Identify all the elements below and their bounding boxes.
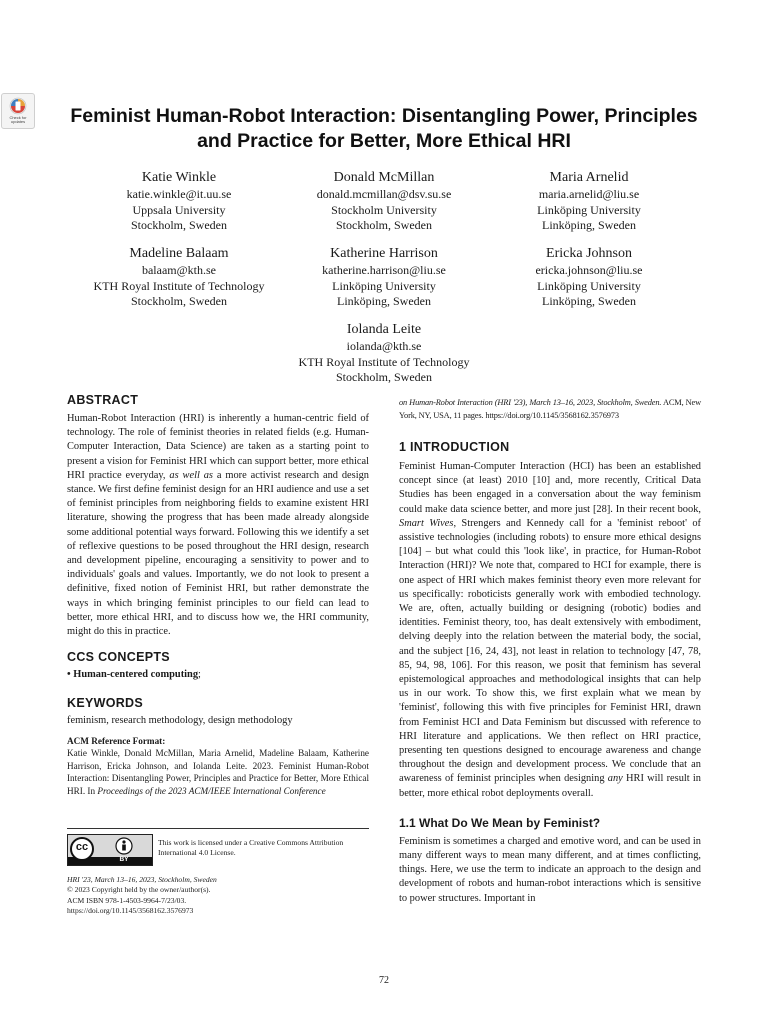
author-location: Linköping, Sweden [542, 294, 636, 308]
right-column [399, 396, 701, 906]
author-name: Katherine Harrison [330, 246, 438, 261]
section-1-1-heading: 1.1 What Do We Mean by Feminist? [399, 815, 601, 830]
cc-badge-text: cc [75, 841, 89, 853]
author-location: Stockholm, Sweden [336, 218, 432, 232]
ccs-heading: CCS CONCEPTS [67, 650, 170, 665]
abstract-text: Human-Robot Interaction (HRI) is inherently a human-centric field of technology. The role of feminist theories in related fields (e.g. Human-Computer Interaction, Data Science) are taken as a starting point to present a vision for Feminist HRI which can support better, more ethical HRI practice everyday, as well as a more activist research and design stance. We first define feminist design for an HRI audience and use a set of feminist principles from neighboring fields to examine existent HRI literature, showing the progress that has been made already alongside some additional potential ways forward. Following this we identify a set of reflexive questions to be posed throughout the HRI design, research and development pipeline, encouraging a sensitivity to power and to individuals' goals and values. Importantly, we do not look to present a definitive, fixed notion of Feminist HRI, but rather demonstrate the ways in which bringing feminist principles to our field can lead to better, more ethical HRI, and to discuss how we, the HRI community, might do this in practice. [67, 413, 369, 638]
left-column [67, 392, 369, 798]
keywords-text: feminism, research methodology, design methodology [67, 715, 293, 727]
author-affiliation: Uppsala University [132, 202, 226, 217]
author-block [64, 245, 294, 310]
author-block [64, 169, 294, 234]
by-badge-text: BY [119, 856, 129, 863]
author-email[interactable]: ericka.johnson@liu.se [535, 263, 643, 277]
cc-by-license-badge[interactable] [67, 834, 153, 866]
author-name: Madeline Balaam [129, 246, 229, 261]
keywords-heading: KEYWORDS [67, 696, 144, 711]
author-block [269, 169, 499, 234]
crossmark-icon [9, 97, 27, 115]
footnote-divider [67, 828, 369, 829]
author-affiliation: Stockholm University [331, 202, 437, 217]
conference-line: HRI '23, March 13–16, 2023, Stockholm, Sweden [67, 875, 217, 884]
check-for-updates-badge[interactable] [1, 93, 35, 129]
copyright-line: © 2023 Copyright held by the owner/author(s). [67, 885, 211, 895]
author-location: Stockholm, Sweden [131, 218, 227, 232]
author-name: Maria Arnelid [549, 170, 629, 185]
author-email[interactable]: donald.mcmillan@dsv.su.se [316, 187, 452, 201]
ccs-item: • Human-centered computing; [67, 669, 201, 681]
author-name: Ericka Johnson [546, 246, 632, 261]
author-email[interactable]: katie.winkle@it.uu.se [126, 187, 232, 201]
isbn-line: ACM ISBN 978-1-4503-9964-7/23/03. [67, 895, 187, 905]
author-location: Stockholm, Sweden [336, 370, 432, 384]
introduction-text: Feminist Human-Computer Interaction (HCI) has been an established concept since (at least) 2010 [10] and, more recently, Critical Data Studies has been engaged in a conversation about the way feminism could make data science better, and more just [28]. In their recent book, Smart Wives, Strengers and Kennedy call for a 'feminist reboot' of assistive technologies (including robots) to ensure more ethical designs [104] – but what could this 'look like', in practice, for Human-Robot Interaction (HRI)? We note that, compared to HCI for example, there is one aspect of HRI which makes feminist theory even more relevant for us specifically: roboticists generally work with embodied technology. We are, often, actually building or designing (robotic) bodies and identities. Feminist theory, too, has dealt extensively with embodiment, delving deeply into the relation between the material body, the social, and the subject [16, 24, 43], not least in relation to technology [47, 78, 85, 94, 98, 106]. For this reason, we posit that feminism has several epistemological approaches and methodological insights that can help us in our work. To show this, we first explain what we mean by 'feminist', following this with five principles for Feminist HRI, drawn from Feminist HCI and Data Feminism but discussed with reference to HRI literature and applications. We then reflect on HRI practice, presenting ten questions designed to encourage awareness and change throughout the design and development process. We conclude that an awareness of feminist principles when designing any HRI will result in better, more ethical robot deployments overall. [399, 461, 701, 799]
author-location: Linköping, Sweden [337, 294, 431, 308]
author-block [269, 321, 499, 386]
author-location: Linköping, Sweden [542, 218, 636, 232]
license-text: This work is licensed under a Creative Commons Attribution International 4.0 License. [158, 838, 344, 858]
author-email[interactable]: maria.arnelid@liu.se [538, 187, 640, 201]
author-block [269, 245, 499, 310]
check-for-updates-label: Check for updates [9, 115, 27, 124]
author-block [474, 169, 704, 234]
author-name: Iolanda Leite [346, 322, 422, 337]
author-affiliation: Linköping University [537, 278, 641, 293]
page-number: 72 [379, 975, 389, 986]
abstract-heading: ABSTRACT [67, 393, 139, 407]
author-affiliation: Linköping University [332, 278, 436, 293]
author-block [474, 245, 704, 310]
author-email[interactable]: balaam@kth.se [141, 263, 217, 277]
acm-ref-continuation: on Human-Robot Interaction (HRI '23), March 13–16, 2023, Stockholm, Sweden. ACM, New York, NY, USA, 11 pages. https://doi.org/10.1145/3568162.3576973 [399, 398, 701, 420]
copyright-block [67, 875, 369, 917]
paper-title: Feminist Human-Robot Interaction: Disentangling Power, Principles and Practice for Better, More Ethical HRI [70, 105, 698, 152]
author-affiliation: KTH Royal Institute of Technology [298, 354, 470, 369]
author-email[interactable]: katherine.harrison@liu.se [322, 263, 446, 277]
author-affiliation: Linköping University [537, 202, 641, 217]
doi-link[interactable]: https://doi.org/10.1145/3568162.3576973 [67, 906, 194, 916]
author-location: Stockholm, Sweden [131, 294, 227, 308]
author-name: Katie Winkle [141, 170, 217, 185]
author-name: Donald McMillan [333, 170, 435, 185]
acm-ref-heading: ACM Reference Format: [67, 735, 166, 746]
introduction-heading: 1 INTRODUCTION [399, 440, 510, 454]
section-1-1-text: Feminism is sometimes a charged and emotive word, and can be used in many different ways to mean many different, and at times conflicting, things. Here, we use the term to indicate an approach to the design and development of robots and human-robot interactions which is sensitive to power structures. Important in [399, 835, 701, 904]
author-affiliation: KTH Royal Institute of Technology [93, 278, 265, 293]
acm-ref-text: Katie Winkle, Donald McMillan, Maria Arnelid, Madeline Balaam, Katherine Harrison, Ericka Johnson, and Iolanda Leite. 2023. Feminist Human-Robot Interaction: Disentangling Power, Principles and Practice for Better, More Ethical HRI. In Proceedings of the 2023 ACM/IEEE International Conference [67, 748, 369, 797]
author-email[interactable]: iolanda@kth.se [346, 339, 422, 353]
